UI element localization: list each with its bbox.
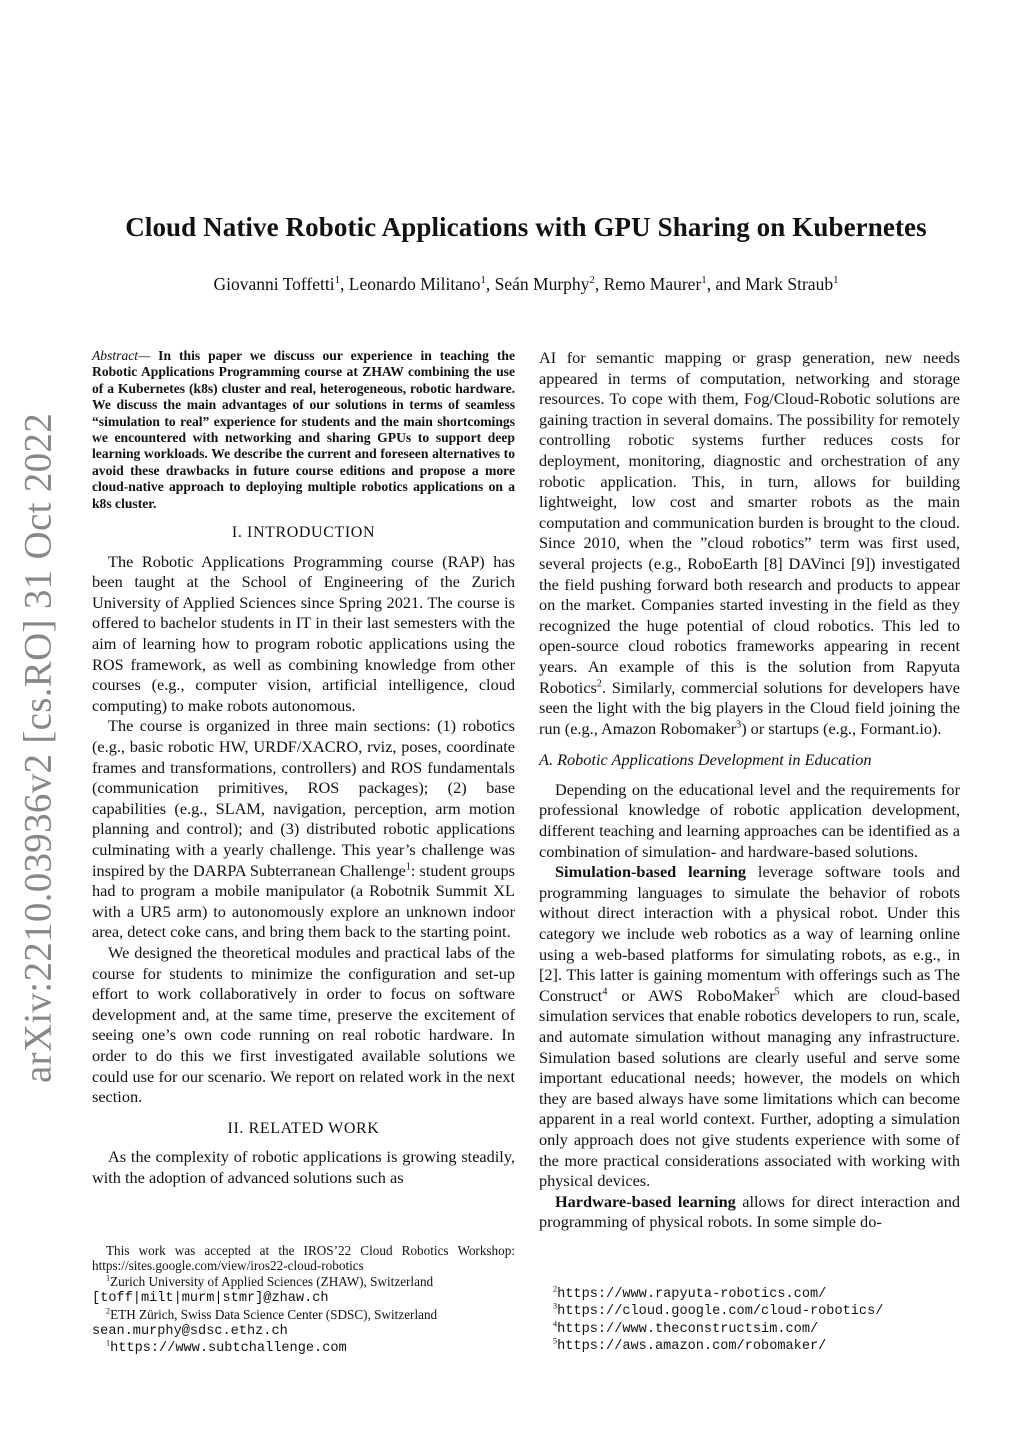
email: [toff|milt|murm|stmr]@zhaw.ch <box>92 1291 329 1307</box>
author-list: Giovanni Toffetti$^1$, Leonardo Militano$^1$, Seán Murphy$^2$, Remo Maurer$^1$, and Mark Straub$^1$ <box>213 274 839 294</box>
author-name: Giovanni Toffetti <box>213 274 335 294</box>
author-name: Mark Straub <box>745 274 834 294</box>
affiliation-note: $^2$ETH Zürich, Swiss Data Science Center (SDSC), Switzerland sean.murphy@sdsc.ethz.ch <box>92 1306 438 1340</box>
affiliation-mark: 2 <box>589 274 595 287</box>
paragraph: Depending on the educational level and the requirements for professional knowledge of robotic application development, different teaching and learning approaches can be identified as a combination of simulation- and hardware-based solutions. <box>539 779 960 861</box>
arxiv-stamp: arXiv:2210.03936v2 [cs.RO] 31 Oct 2022 <box>16 413 60 1083</box>
footnote-mark: 5 <box>774 986 780 998</box>
footnote: $^5$https://aws.amazon.com/robomaker/ <box>553 1336 827 1355</box>
footnote-mark: 1 <box>405 861 411 873</box>
author-name: Leonardo Militano <box>348 274 481 294</box>
acceptance-note: This work was accepted at the IROS’22 Cloud Robotics Workshop: https://sites.google.com/view/iros22-cloud-robotics <box>92 1243 515 1274</box>
section-heading-introduction: I. INTRODUCTION <box>231 524 376 542</box>
abstract <box>92 348 515 512</box>
bold-term: Simulation-based learning <box>555 862 747 882</box>
footnote: $^1$https://www.subtchallenge.com <box>106 1339 347 1357</box>
paragraph: The Robotic Applications Programming course (RAP) has been taught at the School of Engineering of the Zurich University of Applied Sciences since Spring 2021. The course is offered to bachelor students in IT in their last semesters with the aim of learning how to program robotic applications using the ROS framework, as well as combining knowledge from other courses (e.g., computer vision, artificial intelligence, cloud computing) to make robots autonomous. <box>92 551 515 715</box>
affiliation-mark: 1 <box>833 274 839 287</box>
footnote-link[interactable]: https://www.rapyuta-robotics.com/ <box>557 1287 827 1302</box>
paragraph: Hardware-based learning allows for direct interaction and programming of physical robots. In some simple do- <box>539 1191 960 1232</box>
right-column <box>539 348 960 1233</box>
footnote-mark: 2 <box>596 678 602 690</box>
footnotes-left <box>92 1243 515 1357</box>
footnote-link[interactable]: https://www.subtchallenge.com <box>110 1341 347 1357</box>
abstract-label: Abstract— <box>92 348 151 363</box>
footnotes-right <box>539 1285 960 1355</box>
paragraph: The course is organized in three main sections: (1) robotics (e.g., basic robotic HW, URDF/XACRO, rviz, poses, coordinate frames and transformations, controllers) and ROS fundamentals (communication primitives, ROS packages); (2) base capabilities (e.g., SLAM, navigation, perception, arm motion planning and control); and (3) distributed robotic applications culminating with a yearly challenge. This year’s challenge was inspired by the DARPA Subterranean Challenge$^1$: student groups had to program a mobile manipulator (a Robotnik Summit XL with a UR5 arm) to autonomously explore an unknown indoor area, detect coke cans, and bring them back to the starting point. <box>92 716 515 942</box>
footnote: $^2$https://www.rapyuta-robotics.com/ <box>553 1284 827 1302</box>
abstract-text: In this paper we discuss our experience in teaching the Robotic Applications Programming course at ZHAW combining the use of a Kubernetes (k8s) cluster and real, heterogeneous, robotic hardware. We discuss the main advantages of our solutions in terms of seamless “simulation to real” experience for students and the main shortcomings we encountered with networking and sharing GPUs to support deep learning workloads. We describe the current and foreseen alternatives to avoid these drawbacks in future course editions and propose a more cloud-native approach to deploying multiple robotics applications on a k8s cluster. <box>92 348 515 511</box>
author-name: Seán Murphy <box>494 274 590 294</box>
footnote-mark: 3 <box>736 719 742 731</box>
email: sean.murphy@sdsc.ethz.ch <box>92 1324 288 1340</box>
paragraph: As the complexity of robotic applications is growing steadily, with the adoption of advanced solutions such as <box>92 1147 515 1187</box>
paragraph: We designed the theoretical modules and practical labs of the course for students to minimize the configuration and set-up effort to work collaboratively in order to focus on software development and, at the same time, preserve the excitement of seeing one’s own code running on real robotic hardware. In order to do this we first investigated available solutions we could use for our scenario. We report on related work in the next section. <box>92 942 515 1107</box>
left-column <box>92 348 515 1188</box>
paragraph: Simulation-based learning leverage software tools and programming languages to simulate the behavior of robots without direct interaction with a physical robot. Under this category we include web robotics as a way of learning online using a web-based platforms for simulating robots, as e.g., in [2]. This latter is gaining momentum with offerings such as The Construct$^4$ or AWS RoboMaker$^5$ which are cloud-based simulation services that enable robotics developers to run, scale, and automate simulation without managing any infrastructure. Simulation based solutions are clearly useful and serve some important educational needs; however, the models on which they are based always have some limitations which can become apparent in a real world context. Further, adopting a simulation only approach does not give students experience with some of the more practical considerations associated with working with physical devices. <box>539 862 960 1191</box>
footnote-mark: 4 <box>602 986 608 998</box>
paragraph: AI for semantic mapping or grasp generation, new needs appeared in terms of computation, networking and storage resources. To cope with them, Fog/Cloud-Robotic solutions are gaining traction in several domains. The possibility for remotely controlling robotic systems further reduces costs for deployment, monitoring, diagnostic and orchestration of any robotic application. This, in turn, allows for building lightweight, low cost and smarter robots as the main computation and communication burden is brought to the cloud. Since 2010, when the ”cloud robotics” term was first used, several projects (e.g., RoboEarth [8] DAVinci [9]) investigated the field pushing forward both research and products to appear on the market. Companies started investing in the field as they recognized the huge potential of cloud robotics. This led to open-source cloud robotics frameworks appearing in recent years. An example of this is the solution from Rapyuta Robotics$^2$. Similarly, commercial solutions for developers have seen the light with the big players in the Cloud field joining the run (e.g., Amazon Robomaker$^3$) or startups (e.g., Formant.io). <box>539 348 960 738</box>
bold-term: Hardware-based learning <box>555 1191 736 1211</box>
author-name: Remo Maurer <box>603 274 702 294</box>
paper-title: Cloud Native Robotic Applications with GPU Sharing on Kubernetes <box>125 212 927 242</box>
section-heading-related-work: II. RELATED WORK <box>227 1119 380 1137</box>
subsection-heading: A. Robotic Applications Development in Education <box>539 750 872 770</box>
footnote-link[interactable]: https://cloud.google.com/cloud-robotics/ <box>557 1304 884 1320</box>
affiliation-note: $^1$Zurich University of Applied Sciences (ZHAW), Switzerland [toff|milt|murm|stmr]@zhaw.ch <box>92 1273 434 1307</box>
affiliation-mark: 1 <box>480 274 486 287</box>
footnote: $^4$https://www.theconstructsim.com/ <box>553 1319 819 1337</box>
affiliation-mark: 1 <box>701 274 707 287</box>
affiliation-mark: 1 <box>334 274 341 287</box>
footnote-link[interactable]: https://aws.amazon.com/robomaker/ <box>557 1339 827 1355</box>
footnote: $^3$https://cloud.google.com/cloud-robotics/ <box>553 1302 884 1320</box>
footnote-link[interactable]: https://www.theconstructsim.com/ <box>557 1321 819 1337</box>
